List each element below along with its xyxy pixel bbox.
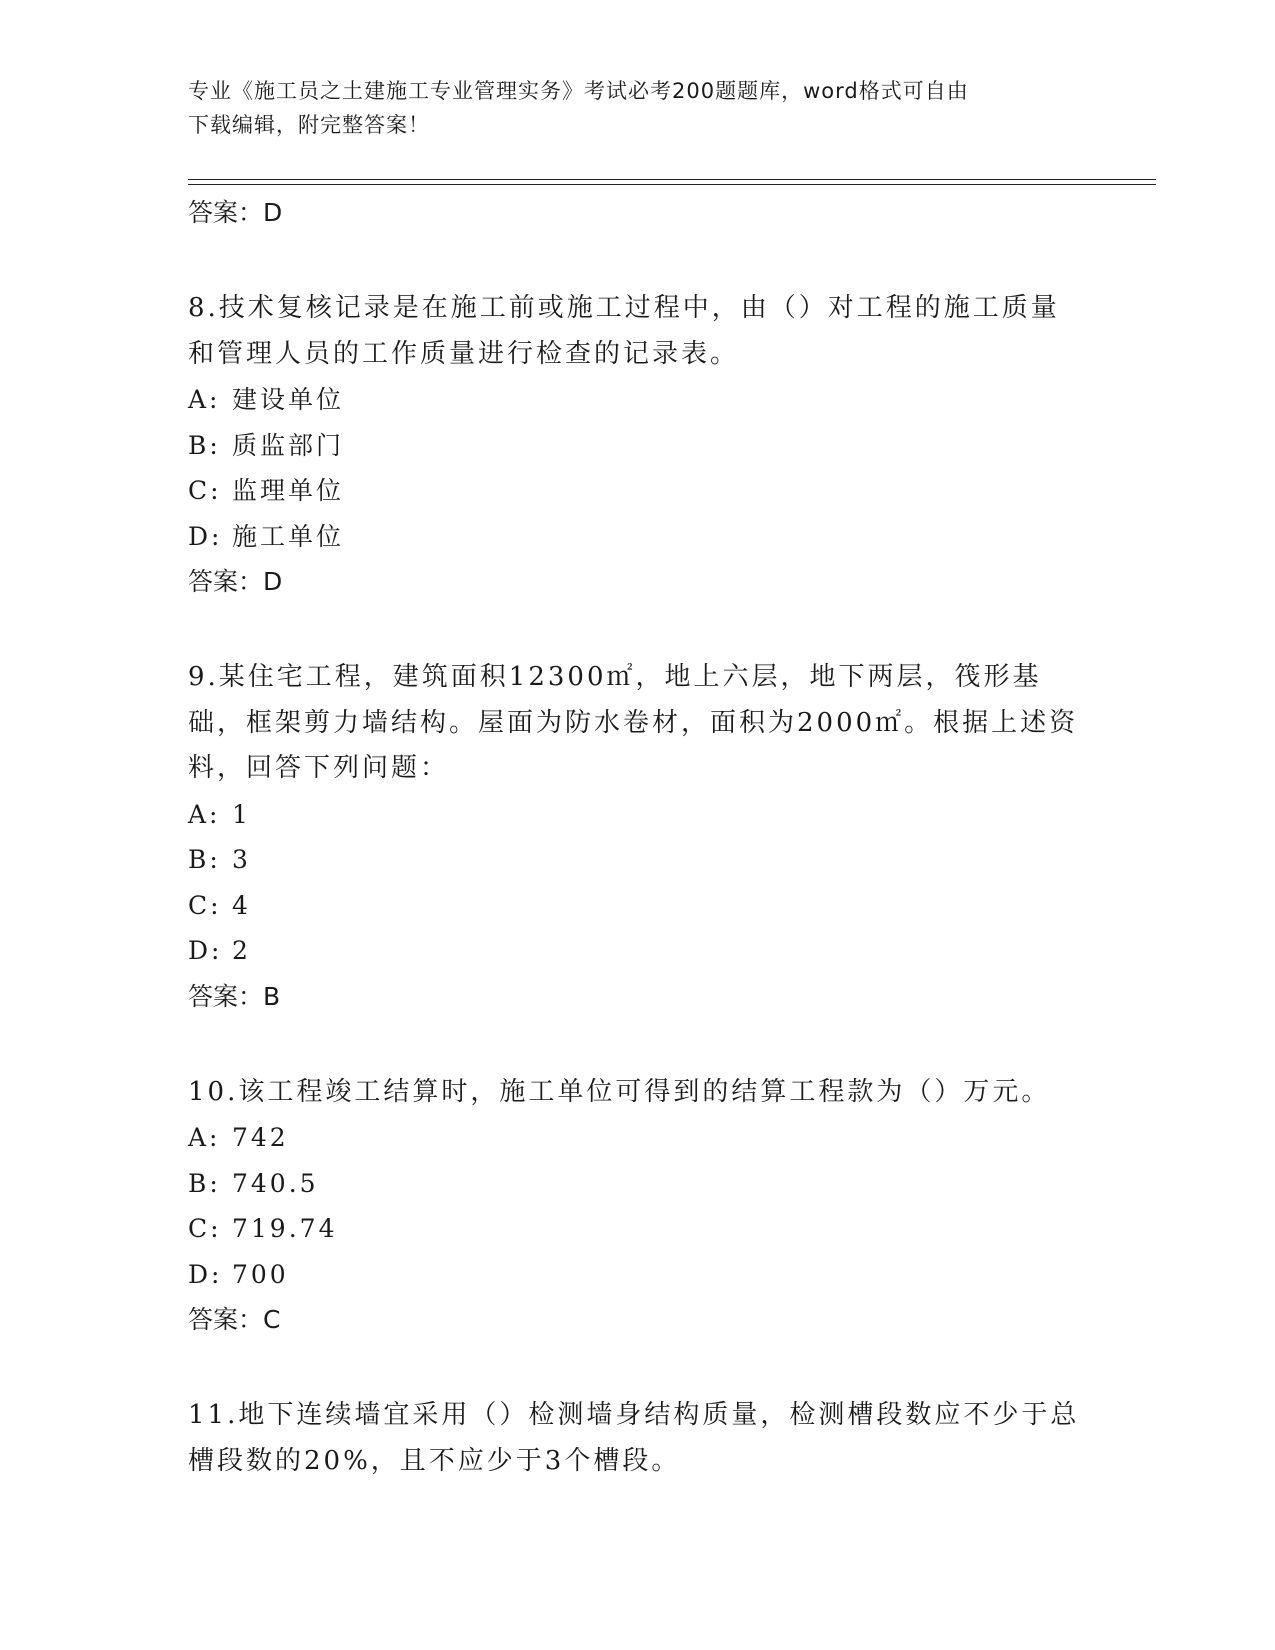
answer-text: 答案：B (188, 981, 281, 1011)
option-a (188, 792, 1088, 838)
option-d (188, 928, 1088, 974)
option-key: A: (188, 1123, 221, 1152)
option-c (188, 1206, 1088, 1252)
option-key: D: (188, 521, 223, 551)
option-value: 740.5 (232, 1168, 319, 1198)
option-b (188, 1161, 1088, 1207)
option-key: A: (188, 799, 221, 829)
option-b (188, 837, 1088, 883)
header-line-1: 专业《施工员之土建施工专业管理实务》考试必考200题题库，word格式可自由 (188, 79, 969, 103)
answer-text: 答案：C (188, 1305, 281, 1334)
option-key: C: (188, 890, 222, 920)
option-key: C: (188, 476, 222, 505)
option-key: C: (188, 1214, 222, 1243)
option-value: 3 (232, 845, 251, 874)
option-a (188, 1115, 1088, 1161)
option-value: 建设单位 (232, 385, 345, 414)
header-divider-bottom (188, 184, 1156, 185)
option-key: D: (188, 1259, 223, 1289)
option-value: 监理单位 (232, 476, 345, 505)
option-value: 施工单位 (232, 521, 345, 551)
answer-text: 答案：D (188, 198, 283, 227)
option-d (188, 1252, 1088, 1298)
option-value: 700 (232, 1259, 289, 1289)
option-key: A: (188, 385, 221, 414)
option-d (188, 514, 1088, 560)
option-c (188, 883, 1088, 929)
option-value: 2 (232, 936, 251, 965)
option-b (188, 423, 1088, 469)
option-value: 4 (232, 890, 251, 920)
header-divider-top (188, 179, 1156, 180)
option-value: 719.74 (232, 1214, 338, 1243)
document-header (188, 74, 1068, 142)
question-item (188, 286, 1088, 605)
question-text: 8.技术复核记录是在施工前或施工过程中，由（）对工程的施工质量和管理人员的工作质量进行检查的记录表。 (188, 293, 1060, 369)
option-value: 1 (232, 799, 251, 829)
option-key: D: (188, 936, 223, 965)
question-item (188, 1070, 1088, 1344)
option-key: B: (188, 430, 221, 460)
question-text: 11.地下连续墙宜采用（）检测墙身结构质量，检测槽段数应不少于总槽段数的20%，且不应少于3个槽段。 (188, 1400, 1080, 1476)
option-key: B: (188, 845, 221, 874)
question-item (188, 655, 1088, 1020)
option-value: 质监部门 (232, 430, 345, 460)
question-text: 10.该工程竣工结算时，施工单位可得到的结算工程款为（）万元。 (188, 1076, 1051, 1107)
option-a (188, 377, 1088, 423)
answer-text: 答案：D (188, 567, 283, 596)
question-text: 9.某住宅工程，建筑面积12300㎡，地上六层，地下两层，筏形基础，框架剪力墙结构。屋面为防水卷材，面积为2000㎡。根据上述资料，回答下列问题： (188, 662, 1079, 783)
option-value: 742 (232, 1123, 289, 1152)
option-key: B: (188, 1168, 221, 1198)
question-list (188, 190, 1088, 1484)
question-item (188, 1393, 1088, 1484)
header-line-2: 下载编辑，附完整答案！ (188, 113, 430, 137)
option-c (188, 468, 1088, 514)
